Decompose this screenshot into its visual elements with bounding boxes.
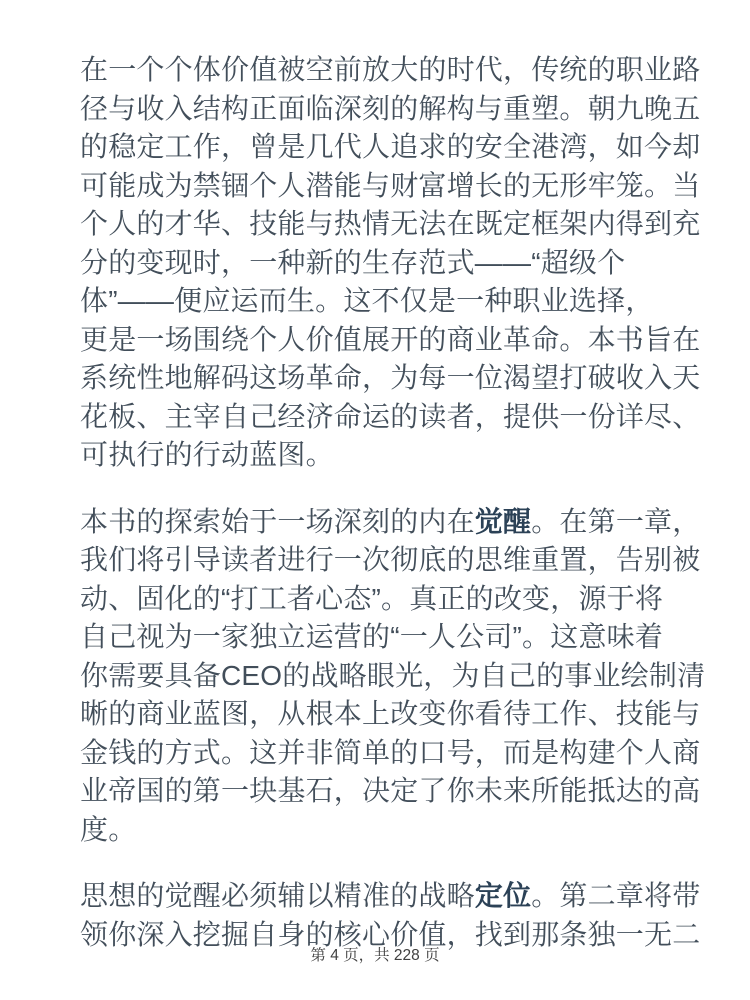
text-line: 的稳定工作，曾是几代人追求的安全港湾，如今却 bbox=[80, 131, 701, 162]
text-line: 更是一场围绕个人价值展开的商业革命。本书旨在 bbox=[80, 323, 701, 355]
text-line: 你需要具备CEO的战略眼光，为自己的事业绘制清 bbox=[80, 659, 706, 691]
text-line: 动、固化的“打工者心态”。真正的改变，源于将 bbox=[80, 582, 664, 614]
text-line: 领你深入挖掘自身的核心价值，找到那条独一无二 bbox=[80, 918, 701, 950]
text-line: 金钱的方式。这并非简单的口号，而是构建个人商 bbox=[80, 736, 701, 768]
text-line: 个人的才华、技能与热情无法在既定框架内得到充 bbox=[80, 208, 701, 239]
text-line: 分的变现时，一种新的生存范式——“超级个 bbox=[80, 246, 626, 278]
text-line: 我们将引导读者进行一次彻底的思维重置，告别被 bbox=[80, 544, 701, 575]
text-line: 本书的探索始于一场深刻的内在觉醒。在第一章， bbox=[80, 505, 701, 537]
page-number-indicator: 第 4 页，共 228 页 bbox=[310, 947, 440, 964]
page-content bbox=[80, 51, 706, 982]
highlighted-term: 觉醒 bbox=[474, 505, 532, 537]
text-line: 花板、主宰自己经济命运的读者，提供一份详尽、 bbox=[80, 400, 701, 432]
text-line: 体”——便应运而生。这不仅是一种职业选择， bbox=[80, 285, 654, 316]
text-line: 思想的觉醒必须辅以精准的战略定位。第二章将带 bbox=[80, 880, 701, 911]
paragraph bbox=[80, 503, 706, 850]
page-footer bbox=[0, 946, 750, 966]
text-line: 晰的商业蓝图，从根本上改变你看待工作、技能与 bbox=[80, 698, 701, 729]
text-line: 可执行的行动蓝图。 bbox=[80, 439, 334, 470]
text-line: 在一个个体价值被空前放大的时代，传统的职业路 bbox=[80, 54, 701, 85]
text-line: 业帝国的第一块基石，决定了你未来所能抵达的高 bbox=[80, 775, 701, 806]
paragraph bbox=[80, 877, 701, 954]
text-line: 系统性地解码这场革命，为每一位渴望打破收入天 bbox=[80, 362, 701, 393]
text-line: 径与收入结构正面临深刻的解构与重塑。朝九晚五 bbox=[80, 92, 701, 124]
text-line: 自己视为一家独立运营的“一人公司”。这意味着 bbox=[80, 621, 664, 652]
paragraph bbox=[80, 51, 701, 475]
text-line: 可能成为禁锢个人潜能与财富增长的无形牢笼。当 bbox=[80, 169, 701, 201]
highlighted-term: 定位 bbox=[474, 880, 532, 911]
text-line: 度。 bbox=[80, 813, 137, 845]
